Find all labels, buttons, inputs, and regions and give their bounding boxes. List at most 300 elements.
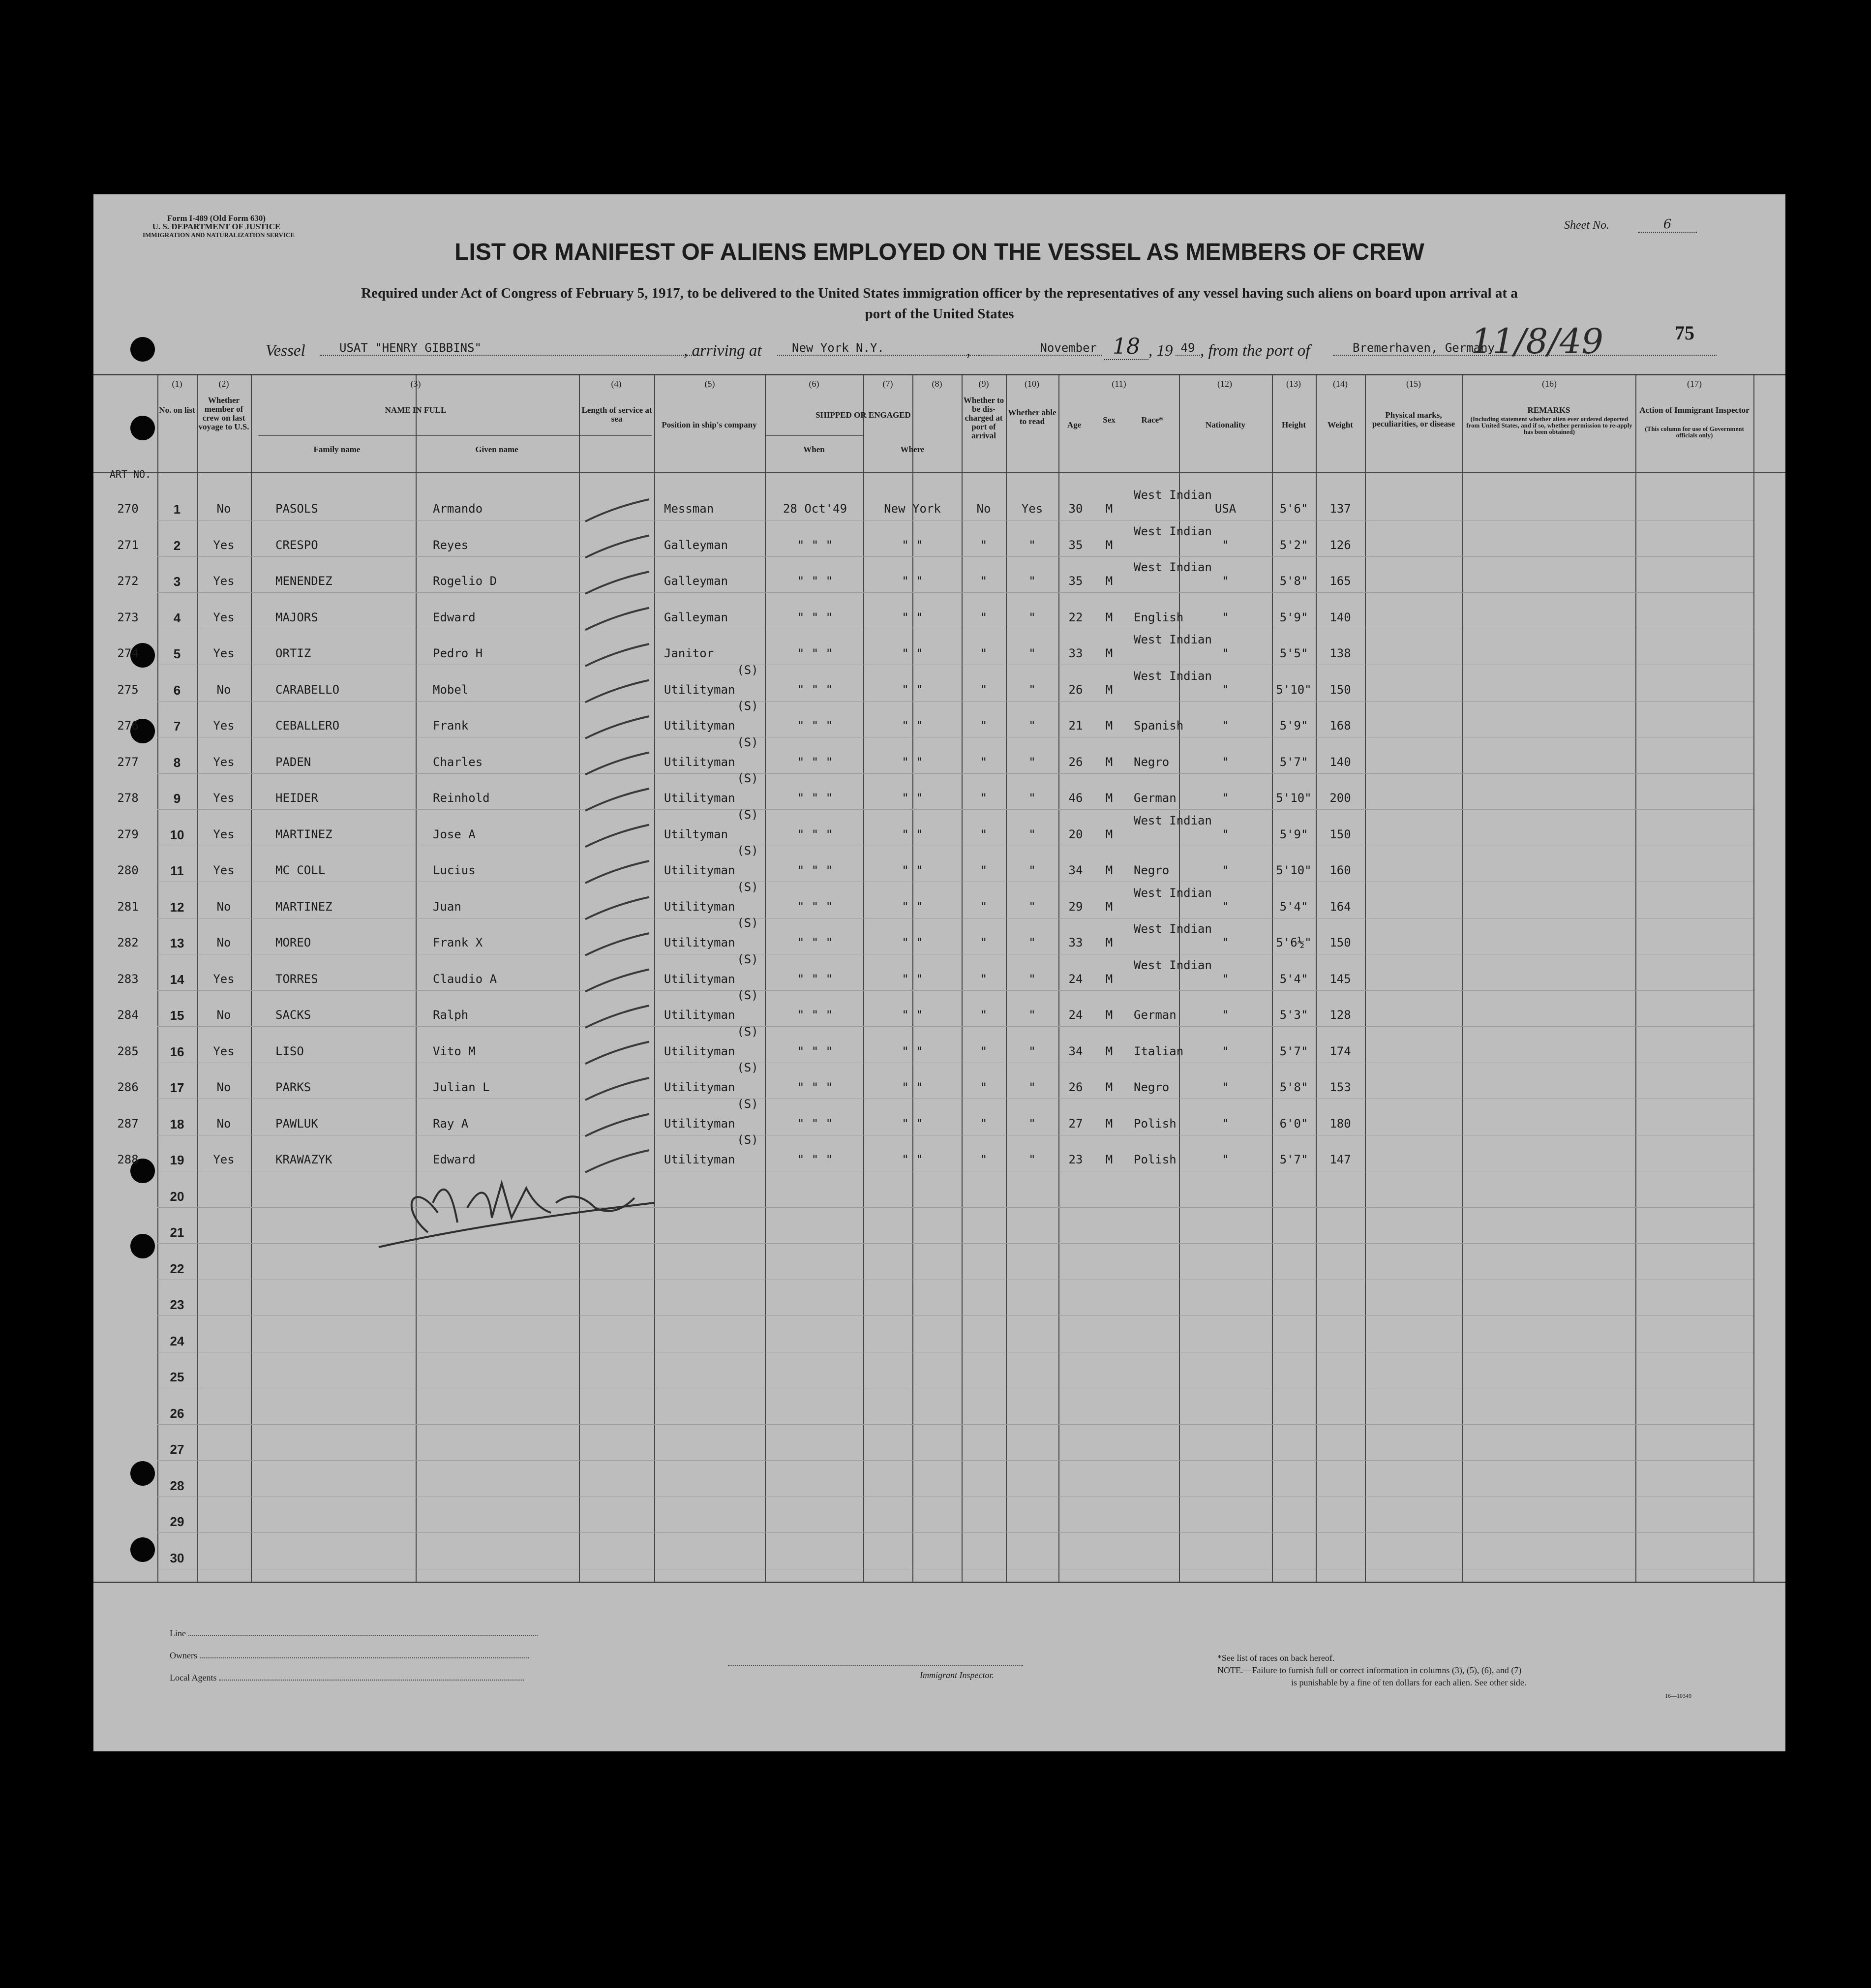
family-name: SACKS xyxy=(275,1008,311,1022)
position: Janitor xyxy=(664,646,714,660)
position-suffix: (S) xyxy=(737,735,758,749)
col-header-crew: Whether member of crew on last voyage to U.S. xyxy=(198,396,249,431)
column-divider xyxy=(654,374,655,1582)
col-header-inspector-note: (This column for use of Government officials only) xyxy=(1645,425,1744,439)
position: Utilityman xyxy=(664,936,735,949)
discharged: " xyxy=(980,1116,988,1131)
manifest-sheet: Form I-489 (Old Form 630) U. S. DEPARTMENT OF JUSTICE IMMIGRATION AND NATURALIZATION SERVICE Sheet No. 6 LIST OR MANIFEST OF ALIENS EMPLOYED ON THE VESSEL AS MEMBERS OF CREW Required under Act of Congress of February 5, 1917, to be delivered to the United States immigration officer by the representatives of any vessel having such aliens on board upon arrival at a port of the United States Vessel USAT "HENRY GIBBINS" , arriving at New York N.Y. , November 18 , 19 49 , from the port of Bremerhaven, Germany 11/8/49 75 (1) (2) (3) (4) (5) (6) (7) (8) (9) (10) (11) (12) (13) (14) (15) (16) (17) No. on list Whether member of crew on last voyage to U.S. NAME IN FULL Family name Given name Length of service at sea Position in ship's company SHIPPED OR ENGAGED When Where Whether to be dis-charged at port of arrival Whether able to read Age Sex Race* Nationality Height Weight Physical marks, peculiarities, or disease REMARKS (Including statement whether alien ever ordered deported from United States, and if so, whether permission to re-apply has been obtained) Action of Immigrant Inspector (This column for use of Government officials only) ART NO. 270 1 No PASOLS Armando Messman 28 Oct'49 New York No Yes 30 M West Indian USA 5'6" 137 271 2 Yes CRESPO Reyes Galleyman " " " " " " " 35 M West Indian " 5'2" 126 272 3 Yes MENENDEZ Rogelio D Galleyman " " " " " " " 35 M West Indian " 5'8" 165 273 4 Yes MAJORS Edward Galleyman " " " " " " " 22 M English " 5'9" 140 274 5 Yes ORTIZ Pedro H Janitor " " " " " " " 33 M West Indian " 5'5" 138 275 6 No CARABELLO Mobel Utilityman (S) " " " " " " " 26 M West Indian " 5'10" 150 276 7 Yes CEBALLERO Frank Utilityman (S) " " " " " " " 21 M Spanish " 5'9" 168 277 8 Yes PADEN Charles Utilityman (S) " " " " " " " 26 M Negro " 5'7" 140 278 9 Yes HEIDER Reinhold Utilityman (S) " " " " " " " 46 M German " 5'10" 200 279 10 Yes MARTINEZ Jose A Utiltyman (S) " " " " " " " 20 M West Indian " 5'9" 150 280 11 Yes MC COLL Lucius Utilityman (S) " " " " " " " 34 M Negro " 5'10" 160 281 12 No MARTINEZ Juan Utilityman (S) " " " " " " " 29 M West Indian " 5'4" 164 282 13 No MOREO Frank X Utilityman (S) " " " " " " " 33 M West Indian " 5'6½" 150 283 14 Yes TORRES Claudio A Utilityman (S) " " " " " " " 24 M West Indian " 5'4" 145 284 15 No SACKS Ralph Utilityman (S) " " " " " " " 24 M German " 5'3" 128 285 16 Yes LISO Vito M Utilityman (S) " " " " " " " 34 M Italian " 5'7" 174 286 17 No PARKS Julian L Utilityman (S) " " " " " " " 26 M Negro " 5'8" 153 287 18 No PAWLUK Ray A Utilityman (S) " " " " " " " 27 M Polish " 6'0" 180 288 19 Yes KRAWAZYK Edward Utilityman (S) " " " " " " " 23 M Polish " 5'7" 147 20 21 22 23 24 25 26 27 28 29 30 Line Owners Local Agents Immigrant Inspector. *See list of races on back hereof. NOTE.—Failure to furnish full or correct information in columns (3), (5), (6), and (7) is punishable by a fine of ten dollars for each alien. See other side. 16—10349 xyxy=(93,194,1785,1751)
row-rule xyxy=(157,1424,1753,1425)
art-number: 281 xyxy=(117,899,139,914)
crew-last-voyage: No xyxy=(216,936,231,949)
nationality: " xyxy=(1222,1044,1229,1058)
column-number: (7) xyxy=(882,379,893,389)
service-stroke xyxy=(585,861,649,883)
form-id-line: U. S. DEPARTMENT OF JUSTICE xyxy=(152,222,281,231)
race: Italian xyxy=(1134,1044,1184,1058)
service-stroke xyxy=(585,933,649,955)
col-header-race: Race* xyxy=(1141,415,1163,425)
given-name: Reyes xyxy=(433,538,469,552)
service-stroke xyxy=(585,536,649,558)
position: Utilityman xyxy=(664,1153,735,1166)
given-name: Edward xyxy=(433,610,476,624)
position-suffix: (S) xyxy=(737,1097,758,1111)
family-name: HEIDER xyxy=(275,791,318,805)
list-number: 18 xyxy=(170,1116,184,1132)
sex: M xyxy=(1105,1080,1113,1094)
owners-label: Owners xyxy=(170,1651,197,1660)
sex: M xyxy=(1105,791,1113,805)
weight: 140 xyxy=(1329,755,1351,769)
sex: M xyxy=(1105,538,1113,552)
nationality: " xyxy=(1222,1116,1229,1131)
nationality: " xyxy=(1222,755,1229,769)
owners-blank xyxy=(200,1657,529,1658)
nationality: " xyxy=(1222,791,1229,805)
signature-scrawl xyxy=(379,1183,654,1247)
art-number: 282 xyxy=(117,936,139,949)
nationality: " xyxy=(1222,827,1229,841)
list-number: 21 xyxy=(170,1225,184,1240)
shipped-where: " " xyxy=(902,610,923,624)
position: Utilityman xyxy=(664,972,735,986)
given-name: Frank X xyxy=(433,936,483,949)
position-suffix: (S) xyxy=(737,880,758,894)
list-number: 5 xyxy=(173,646,181,661)
crew-last-voyage: No xyxy=(216,899,231,914)
shipped-where: " " xyxy=(902,719,923,733)
sex: M xyxy=(1105,1153,1113,1166)
sex: M xyxy=(1105,899,1113,914)
race: West Indian xyxy=(1134,488,1212,502)
family-name: PASOLS xyxy=(275,502,318,516)
nationality: " xyxy=(1222,538,1229,552)
row-rule xyxy=(157,701,1753,702)
race: West Indian xyxy=(1134,813,1212,827)
weight: 168 xyxy=(1329,719,1351,733)
family-name: MC COLL xyxy=(275,863,326,877)
height: 5'6" xyxy=(1279,502,1308,516)
discharged: " xyxy=(980,719,988,733)
able-to-read: " xyxy=(1028,1153,1036,1166)
nationality: " xyxy=(1222,1153,1229,1166)
service-stroke xyxy=(585,1150,649,1172)
col-header-name: NAME IN FULL xyxy=(385,405,447,415)
position: Utilityman xyxy=(664,682,735,697)
position-suffix: (S) xyxy=(737,771,758,785)
weight: 145 xyxy=(1329,972,1351,986)
height: 5'9" xyxy=(1279,827,1308,841)
column-number: (17) xyxy=(1687,379,1702,389)
family-name: CEBALLERO xyxy=(275,719,340,733)
list-number: 9 xyxy=(173,791,181,806)
row-rule xyxy=(157,1315,1753,1316)
art-number: 283 xyxy=(117,972,139,986)
subtitle-line-1: Required under Act of Congress of February 5, 1917, to be delivered to the United States immigration officer by the representatives of any vessel having such aliens on board upon arrival at a xyxy=(361,285,1518,301)
weight: 150 xyxy=(1329,827,1351,841)
shipped-when: " " " xyxy=(797,646,833,660)
shipped-where: " " xyxy=(902,1116,923,1131)
race: West Indian xyxy=(1134,669,1212,683)
form-id-line: IMMIGRATION AND NATURALIZATION SERVICE xyxy=(143,231,295,239)
row-rule xyxy=(157,809,1753,810)
height: 5'4" xyxy=(1279,972,1308,986)
from-port-label: , from the port of xyxy=(1200,342,1310,360)
art-number: 278 xyxy=(117,791,139,805)
height: 5'2" xyxy=(1279,538,1308,552)
service-stroke xyxy=(585,716,649,738)
nationality: " xyxy=(1222,863,1229,877)
list-number: 8 xyxy=(173,755,181,770)
art-number: 279 xyxy=(117,827,139,841)
nationality: " xyxy=(1222,1080,1229,1094)
position: Utilityman xyxy=(664,1044,735,1058)
sex: M xyxy=(1105,574,1113,588)
given-name: Reinhold xyxy=(433,791,490,805)
family-name: MARTINEZ xyxy=(275,827,332,841)
column-number: (1) xyxy=(172,379,182,389)
list-number: 12 xyxy=(170,899,184,915)
family-name: LISO xyxy=(275,1044,304,1058)
given-name: Ralph xyxy=(433,1008,469,1022)
service-stroke xyxy=(585,970,649,992)
given-name: Lucius xyxy=(433,863,476,877)
shipped-where: " " xyxy=(902,646,923,660)
service-stroke xyxy=(585,1042,649,1064)
shipped-where: " " xyxy=(902,538,923,552)
line-label: Line xyxy=(170,1628,186,1638)
shipped-when: " " " xyxy=(797,610,833,624)
age: 34 xyxy=(1068,1044,1083,1058)
position-suffix: (S) xyxy=(737,1133,758,1147)
position: Utilityman xyxy=(664,755,735,769)
age: 24 xyxy=(1068,972,1083,986)
position-suffix: (S) xyxy=(737,1061,758,1074)
weight: 160 xyxy=(1329,863,1351,877)
nationality: " xyxy=(1222,682,1229,697)
shipped-when: " " " xyxy=(797,899,833,914)
position: Utilityman xyxy=(664,899,735,914)
list-number: 30 xyxy=(170,1550,184,1565)
discharged: " xyxy=(980,755,988,769)
footer-agents-field xyxy=(170,1673,524,1683)
sex: M xyxy=(1105,863,1113,877)
family-name: CRESPO xyxy=(275,538,318,552)
able-to-read: " xyxy=(1028,646,1036,660)
subtitle-line-2: port of the United States xyxy=(865,306,1014,322)
list-number: 7 xyxy=(173,719,181,734)
given-name: Armando xyxy=(433,502,483,516)
arriving-label: , arriving at xyxy=(684,342,762,360)
row-rule xyxy=(157,990,1753,991)
race: English xyxy=(1134,610,1184,624)
crew-last-voyage: Yes xyxy=(213,1044,235,1058)
service-stroke xyxy=(585,499,649,521)
shipped-when: " " " xyxy=(797,972,833,986)
sex: M xyxy=(1105,1008,1113,1022)
list-number: 29 xyxy=(170,1514,184,1529)
sex: M xyxy=(1105,1116,1113,1131)
discharged: " xyxy=(980,574,988,588)
weight: 164 xyxy=(1329,899,1351,914)
shipped-when: " " " xyxy=(797,1116,833,1131)
height: 5'4" xyxy=(1279,899,1308,914)
table-bottom-rule xyxy=(93,1582,1785,1583)
height: 5'3" xyxy=(1279,1008,1308,1022)
given-name: Juan xyxy=(433,899,461,914)
list-number: 23 xyxy=(170,1297,184,1312)
weight: 126 xyxy=(1329,538,1351,552)
age: 34 xyxy=(1068,863,1083,877)
weight: 150 xyxy=(1329,682,1351,697)
shipped-when: " " " xyxy=(797,755,833,769)
given-name: Julian L xyxy=(433,1080,490,1094)
art-number: 285 xyxy=(117,1044,139,1058)
row-rule xyxy=(157,1207,1753,1208)
year-prefix: , 19 xyxy=(1148,342,1173,360)
column-number: (3) xyxy=(410,379,421,389)
able-to-read: " xyxy=(1028,972,1036,986)
able-to-read: " xyxy=(1028,936,1036,949)
sex: M xyxy=(1105,972,1113,986)
discharged: " xyxy=(980,1008,988,1022)
crew-last-voyage: Yes xyxy=(213,863,235,877)
nationality: " xyxy=(1222,899,1229,914)
position: Utilityman xyxy=(664,719,735,733)
race: West Indian xyxy=(1134,633,1212,646)
weight: 150 xyxy=(1329,936,1351,949)
art-number: 284 xyxy=(117,1008,139,1022)
discharged: " xyxy=(980,899,988,914)
position: Galleyman xyxy=(664,574,728,588)
position: Utilityman xyxy=(664,791,735,805)
row-rule xyxy=(157,1532,1753,1533)
crew-last-voyage: No xyxy=(216,1008,231,1022)
height: 5'9" xyxy=(1279,719,1308,733)
crew-last-voyage: Yes xyxy=(213,755,235,769)
list-number: 16 xyxy=(170,1044,184,1059)
column-divider xyxy=(1462,374,1463,1582)
shipped-where: " " xyxy=(902,972,923,986)
discharged: " xyxy=(980,538,988,552)
race: German xyxy=(1134,1008,1177,1022)
race: West Indian xyxy=(1134,958,1212,972)
art-number: 277 xyxy=(117,755,139,769)
weight: 147 xyxy=(1329,1153,1351,1166)
age: 26 xyxy=(1068,1080,1083,1094)
race: Negro xyxy=(1134,863,1170,877)
row-rule xyxy=(157,592,1753,593)
height: 5'10" xyxy=(1276,863,1312,877)
column-number: (2) xyxy=(218,379,229,389)
column-divider xyxy=(1753,374,1754,1582)
service-stroke xyxy=(585,608,649,630)
list-number: 19 xyxy=(170,1153,184,1167)
stamped-date: 11/8/49 xyxy=(1471,321,1603,362)
service-stroke xyxy=(585,897,649,919)
list-number: 24 xyxy=(170,1333,184,1348)
crew-last-voyage: No xyxy=(216,1080,231,1094)
list-number: 28 xyxy=(170,1478,184,1493)
col-header-service: Length of service at sea xyxy=(581,405,652,424)
column-number: (8) xyxy=(932,379,942,389)
nationality: " xyxy=(1222,972,1229,986)
position: Utilityman xyxy=(664,1008,735,1022)
service-stroke xyxy=(585,1006,649,1028)
race: Polish xyxy=(1134,1116,1177,1131)
sex: M xyxy=(1105,502,1113,516)
given-name: Ray A xyxy=(433,1116,469,1131)
crew-last-voyage: Yes xyxy=(213,719,235,733)
art-no-label: ART NO. xyxy=(109,468,151,480)
shipped-when: " " " xyxy=(797,863,833,877)
arrival-year: 49 xyxy=(1176,341,1200,356)
note-fine-1: NOTE.—Failure to furnish full or correct information in columns (3), (5), (6), and (7) xyxy=(1217,1665,1522,1675)
family-name: MOREO xyxy=(275,936,311,949)
crew-last-voyage: Yes xyxy=(213,827,235,841)
height: 5'5" xyxy=(1279,646,1308,660)
shipped-subheader-rule xyxy=(765,435,863,436)
shipped-when: " " " xyxy=(797,1008,833,1022)
list-number: 6 xyxy=(173,682,181,698)
nationality: " xyxy=(1222,719,1229,733)
age: 26 xyxy=(1068,755,1083,769)
table-top-rule xyxy=(93,374,1785,375)
column-number: (16) xyxy=(1542,379,1557,389)
race: Spanish xyxy=(1134,719,1184,733)
crew-last-voyage: Yes xyxy=(213,610,235,624)
family-name: PARKS xyxy=(275,1080,311,1094)
discharged: " xyxy=(980,682,988,697)
page-number: 75 xyxy=(1675,322,1694,344)
col-header-sex: Sex xyxy=(1103,415,1116,425)
service-stroke xyxy=(585,1078,649,1100)
column-divider xyxy=(1365,374,1366,1582)
vessel-label: Vessel xyxy=(266,342,305,360)
position-suffix: (S) xyxy=(737,807,758,822)
col-header-weight: Weight xyxy=(1328,420,1353,429)
service-stroke xyxy=(585,753,649,775)
age: 27 xyxy=(1068,1116,1083,1131)
row-rule xyxy=(157,1243,1753,1244)
column-number: (14) xyxy=(1333,379,1348,389)
col-header-remarks: REMARKS xyxy=(1527,405,1570,415)
height: 5'6½" xyxy=(1276,936,1312,949)
discharged: " xyxy=(980,827,988,841)
note-fine-2: is punishable by a fine of ten dollars for each alien. See other side. xyxy=(1291,1678,1527,1687)
race: West Indian xyxy=(1134,886,1212,900)
weight: 137 xyxy=(1329,502,1351,516)
discharged: " xyxy=(980,1044,988,1058)
footer-owners-field xyxy=(170,1651,529,1661)
crew-last-voyage: Yes xyxy=(213,1153,235,1166)
able-to-read: " xyxy=(1028,755,1036,769)
service-stroke xyxy=(585,825,649,847)
column-number: (9) xyxy=(978,379,989,389)
crew-last-voyage: Yes xyxy=(213,574,235,588)
service-stroke xyxy=(585,644,649,666)
family-name: MARTINEZ xyxy=(275,899,332,914)
able-to-read: " xyxy=(1028,610,1036,624)
nationality: " xyxy=(1222,1008,1229,1022)
shipped-when: " " " xyxy=(797,719,833,733)
col-header-height: Height xyxy=(1281,420,1306,429)
family-name: KRAWAZYK xyxy=(275,1153,332,1166)
age: 21 xyxy=(1068,719,1083,733)
discharged: " xyxy=(980,610,988,624)
col-header-nationality: Nationality xyxy=(1205,420,1246,429)
position: Utilityman xyxy=(664,863,735,877)
age: 33 xyxy=(1068,936,1083,949)
shipped-where: " " xyxy=(902,791,923,805)
column-number: (13) xyxy=(1286,379,1301,389)
shipped-when: " " " xyxy=(797,1153,833,1166)
able-to-read: " xyxy=(1028,538,1036,552)
discharged: " xyxy=(980,972,988,986)
column-divider xyxy=(579,374,580,1582)
able-to-read: " xyxy=(1028,574,1036,588)
height: 5'10" xyxy=(1276,791,1312,805)
art-number: 286 xyxy=(117,1080,139,1094)
arrival-month: November xyxy=(979,341,1102,356)
weight: 180 xyxy=(1329,1116,1351,1131)
given-name: Frank xyxy=(433,719,469,733)
age: 23 xyxy=(1068,1153,1083,1166)
column-number: (6) xyxy=(809,379,819,389)
sex: M xyxy=(1105,610,1113,624)
art-number: 280 xyxy=(117,863,139,877)
form-id-line: Form I-489 (Old Form 630) xyxy=(167,214,266,223)
list-number: 11 xyxy=(170,863,184,878)
arriving-port: New York N.Y. xyxy=(777,341,979,356)
col-header-read: Whether able to read xyxy=(1008,408,1056,426)
service-stroke xyxy=(585,1114,649,1136)
position-suffix: (S) xyxy=(737,844,758,857)
sex: M xyxy=(1105,936,1113,949)
service-stroke xyxy=(585,789,649,811)
able-to-read: " xyxy=(1028,827,1036,841)
age: 30 xyxy=(1068,502,1083,516)
shipped-where: " " xyxy=(902,1080,923,1094)
age: 35 xyxy=(1068,574,1083,588)
height: 5'7" xyxy=(1279,1044,1308,1058)
column-divider xyxy=(1635,374,1636,1582)
position-suffix: (S) xyxy=(737,916,758,930)
shipped-when: 28 Oct'49 xyxy=(783,502,847,516)
column-divider xyxy=(863,374,864,1582)
position-suffix: (S) xyxy=(737,699,758,713)
position-suffix: (S) xyxy=(737,663,758,677)
crew-last-voyage: Yes xyxy=(213,646,235,660)
col-header-when: When xyxy=(803,445,825,454)
able-to-read: Yes xyxy=(1021,502,1043,516)
sheet-number-label: Sheet No. xyxy=(1564,219,1609,232)
crew-table xyxy=(93,194,1785,1751)
sex: M xyxy=(1105,646,1113,660)
position: Galleyman xyxy=(664,538,728,552)
list-number: 22 xyxy=(170,1261,184,1276)
position: Utilityman xyxy=(664,1116,735,1131)
shipped-where: " " xyxy=(902,899,923,914)
line-blank xyxy=(188,1635,538,1636)
sheet-number-value: 6 xyxy=(1638,217,1697,233)
nationality: " xyxy=(1222,936,1229,949)
col-header-family-name: Family name xyxy=(313,445,361,454)
given-name: Jose A xyxy=(433,827,476,841)
race: West Indian xyxy=(1134,560,1212,574)
given-name: Charles xyxy=(433,755,483,769)
nationality: " xyxy=(1222,646,1229,660)
discharged: No xyxy=(976,502,991,516)
